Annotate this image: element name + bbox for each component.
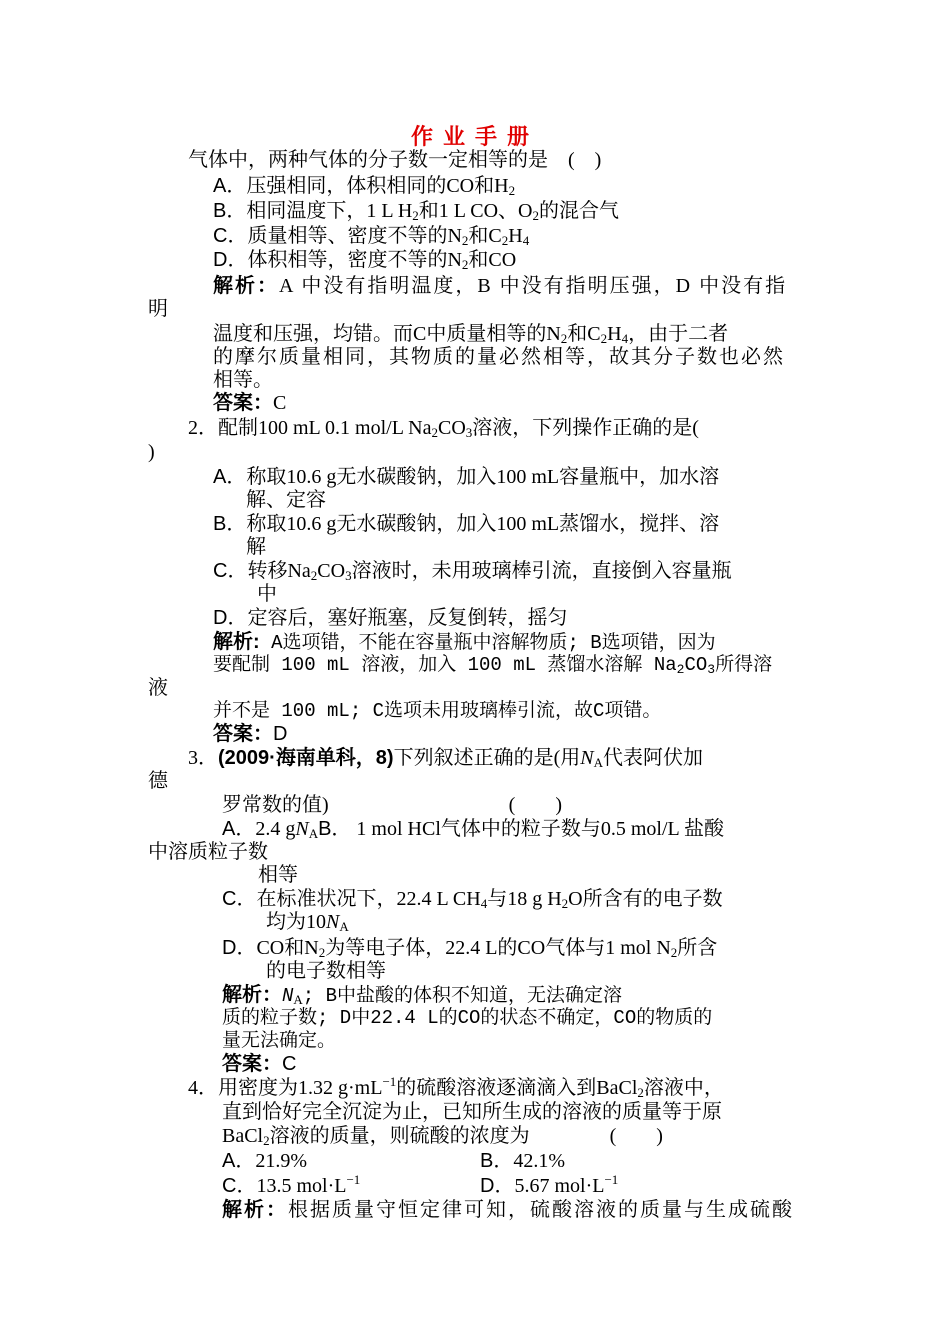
q1-option-c: C．质量相等、密度不等的$N_2$和$C_2H_4$ — [213, 225, 530, 248]
q4-option-b: B．42.1% — [480, 1150, 566, 1172]
q3-stem: 3．(2009·海南单科，8)下列叙述正确的是(用$N_A$代表阿伏加 — [188, 747, 704, 770]
q2-answer: 答案：D — [213, 723, 288, 745]
q2-explanation-line2: 要配制 100 mL 溶液，加入 100 mL 蒸馏水溶解 $Na_2CO_3$所得溶 — [213, 654, 773, 677]
q3-stem-wrap: 德 — [148, 770, 168, 792]
q2-explanation-line3: 并不是 100 mL; C选项未用玻璃棒引流，故C项错。 — [213, 700, 662, 722]
q3-option-d: D．CO和$N_2$为等电子体，22.4 L的CO气体与1 mol $N_2$所含 — [222, 937, 718, 960]
q4-stem-line1: 4．用密度为1.32 $g\cdot mL^{-1}$的硫酸溶液逐滴滴入到BaCl$_2$溶液中， — [188, 1074, 724, 1100]
q1-stem: 气体中，两种气体的分子数一定相等的是 ( ) — [188, 149, 602, 171]
q3-explanation-line2: 质的粒子数; D中22.4 L的CO的状态不确定，CO的物质的 — [222, 1007, 713, 1029]
q1-option-a: A．压强相同，体积相同的CO和$H_2$ — [213, 175, 516, 198]
q4-option-c: C．13.5 $mol\cdot L^{-1}$ — [222, 1172, 361, 1197]
q3-stem-line2: 罗常数的值) ( ) — [222, 794, 562, 816]
page-title: 作业手册 — [410, 125, 539, 150]
q2-explanation-wrap: 液 — [148, 677, 168, 699]
q1-option-b: B．相同温度下，1 L $H_2$和1 L CO、$O_2$的混合气 — [213, 200, 619, 223]
q3-option-b-wrap2: 相等 — [258, 864, 298, 886]
q2-stem: 2．配制100 mL 0.1 mol/L $Na_2CO_3$溶液，下列操作正确的是( — [188, 417, 699, 440]
q3-option-a-b: A．2.4 $gN_AB$． 1 mol HCl气体中的粒子数与0.5 mol/L 盐酸 — [222, 818, 725, 841]
q4-stem-line2: 直到恰好完全沉淀为止，已知所生成的溶液的质量等于原 — [222, 1101, 722, 1123]
q2-option-c-wrap: 中 — [257, 583, 277, 605]
q4-option-a: A．21.9% — [222, 1150, 308, 1172]
q1-answer: 答案：C — [213, 392, 287, 414]
q2-option-a-wrap: 解、定容 — [246, 489, 326, 511]
q1-option-d: D．体积相等，密度不等的$N_2$和CO — [213, 249, 517, 272]
q2-option-b-wrap: 解 — [246, 536, 266, 558]
q1-explanation-line3: 的摩尔质量相同，其物质的量必然相等，故其分子数也必然 — [213, 346, 785, 368]
q1-explanation-wrap: 明 — [148, 298, 168, 320]
q3-option-c-wrap: 均为$10N_A$ — [266, 911, 349, 934]
q1-explanation-line2: 温度和压强，均错。而C中质量相等的$N_2$和$C_2H_4$，由于二者 — [213, 323, 729, 346]
q2-option-b: B．称取10.6 g无水碳酸钠，加入100 mL蒸馏水，搅拌、溶 — [213, 513, 720, 535]
q3-option-c: C．在标准状况下，22.4 L $CH_4$与18 g $H_2O$所含有的电子数 — [222, 888, 723, 911]
q2-stem-wrap: ) — [148, 441, 155, 463]
q2-option-c: C．转移$Na_2CO_3$溶液时，未用玻璃棒引流，直接倒入容量瓶 — [213, 560, 732, 583]
q4-explanation-line1: 解析：根据质量守恒定律可知，硫酸溶液的质量与生成硫酸 — [222, 1199, 794, 1221]
q3-answer: 答案：C — [222, 1053, 297, 1075]
q4-option-d: D．5.67 $mol\cdot L^{-1}$ — [480, 1172, 619, 1197]
q3-option-b-wrap1: 中溶质粒子数 — [148, 841, 268, 863]
q2-option-d: D．定容后，塞好瓶塞，反复倒转，摇匀 — [213, 607, 568, 629]
q3-explanation-line3: 量无法确定。 — [222, 1030, 337, 1052]
q2-option-a: A．称取10.6 g无水碳酸钠，加入100 mL容量瓶中，加水溶 — [213, 466, 720, 488]
q4-stem-line3: BaCl$_2$溶液的质量，则硫酸的浓度为 ( ) — [222, 1125, 663, 1148]
q2-explanation-line1: 解析: A选项错，不能在容量瓶中溶解物质; B选项错，因为 — [213, 631, 716, 654]
q1-explanation-line1: 解析：A 中没有指明温度，B 中没有指明压强，D 中没有指 — [213, 275, 788, 297]
q1-explanation-line4: 相等。 — [213, 369, 273, 391]
q3-explanation-line1: 解析：$N_A$; B中盐酸的体积不知道，无法确定溶 — [222, 984, 623, 1007]
q3-option-d-wrap: 的电子数相等 — [266, 960, 386, 982]
